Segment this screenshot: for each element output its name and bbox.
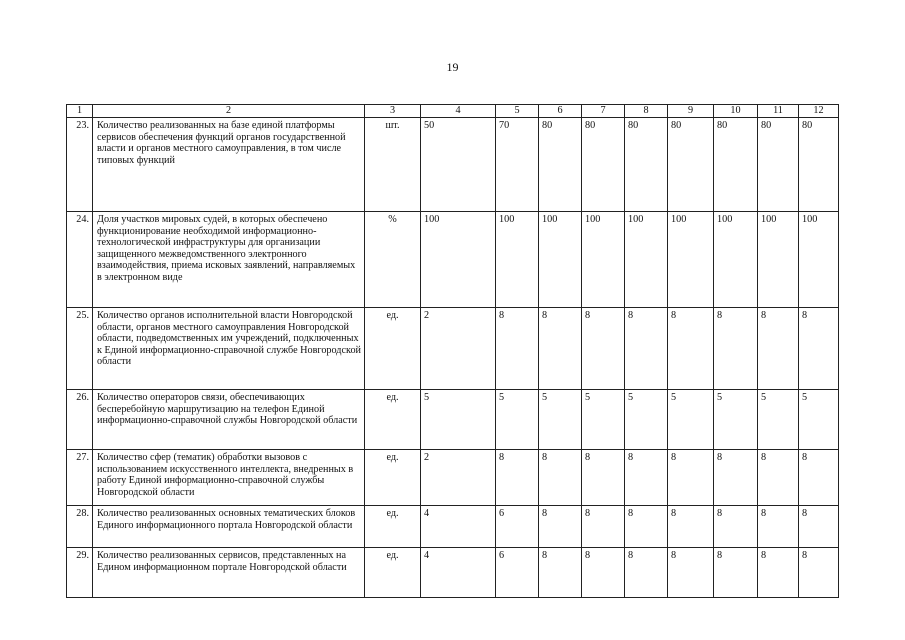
indicator-value: 8 <box>758 450 799 506</box>
indicator-value: 100 <box>496 212 539 308</box>
indicator-value: 8 <box>582 506 625 548</box>
page-number: 19 <box>446 60 459 74</box>
indicator-value: 80 <box>668 118 714 212</box>
indicator-value: 5 <box>758 390 799 450</box>
row-number: 24. <box>67 212 93 308</box>
indicator-value: 8 <box>799 506 839 548</box>
indicator-value: 8 <box>496 450 539 506</box>
indicator-value: 80 <box>758 118 799 212</box>
indicator-value: 100 <box>714 212 758 308</box>
indicator-name: Количество операторов связи, обеспечивающих бесперебойную маршрутизацию на телефон Единой информационно-справочной службы Новгородской области <box>93 390 365 450</box>
column-header-12: 12 <box>799 105 839 118</box>
indicator-value: 2 <box>421 450 496 506</box>
table-row <box>67 548 839 598</box>
unit-of-measure: ед. <box>365 450 421 506</box>
table-row <box>67 450 839 506</box>
indicator-value: 8 <box>758 506 799 548</box>
indicator-value: 2 <box>421 308 496 390</box>
unit-of-measure: ед. <box>365 548 421 598</box>
row-number: 29. <box>67 548 93 598</box>
row-number: 27. <box>67 450 93 506</box>
indicator-value: 80 <box>539 118 582 212</box>
table-row <box>67 308 839 390</box>
indicator-value: 5 <box>421 390 496 450</box>
indicator-value: 80 <box>582 118 625 212</box>
table-row <box>67 118 839 212</box>
indicator-value: 8 <box>582 450 625 506</box>
indicator-value: 8 <box>625 506 668 548</box>
indicator-value: 8 <box>714 506 758 548</box>
indicator-name: Количество реализованных основных тематических блоков Единого информационного портала Новгородской области <box>93 506 365 548</box>
unit-of-measure: шт. <box>365 118 421 212</box>
row-number: 25. <box>67 308 93 390</box>
unit-of-measure: % <box>365 212 421 308</box>
indicator-value: 8 <box>799 308 839 390</box>
indicator-value: 4 <box>421 506 496 548</box>
column-header-1: 1 <box>67 105 93 118</box>
column-header-6: 6 <box>539 105 582 118</box>
indicator-value: 100 <box>625 212 668 308</box>
indicator-value: 100 <box>582 212 625 308</box>
column-header-2: 2 <box>93 105 365 118</box>
column-header-7: 7 <box>582 105 625 118</box>
indicator-name: Количество органов исполнительной власти Новгородской области, органов местного самоуправления Новгородской области, подведомственных им учреждений, подключенных к Единой информационно-справочной службе Новгородской области <box>93 308 365 390</box>
row-number: 26. <box>67 390 93 450</box>
table-row <box>67 390 839 450</box>
indicator-name: Доля участков мировых судей, в которых обеспечено функционирование необходимой информационно-технологической инфраструктуры для организации защищенного межведомственного электронного взаимодействия, приема исковых заявлений, направляемых в электронном виде <box>93 212 365 308</box>
indicator-value: 100 <box>421 212 496 308</box>
indicator-value: 8 <box>539 308 582 390</box>
table-row <box>67 506 839 548</box>
column-header-4: 4 <box>421 105 496 118</box>
indicator-value: 80 <box>625 118 668 212</box>
indicator-value: 8 <box>668 506 714 548</box>
indicator-value: 8 <box>539 548 582 598</box>
row-number: 28. <box>67 506 93 548</box>
indicators-table <box>66 104 839 598</box>
column-header-11: 11 <box>758 105 799 118</box>
indicator-value: 8 <box>582 548 625 598</box>
indicator-value: 100 <box>799 212 839 308</box>
header-row <box>67 105 839 118</box>
indicator-value: 8 <box>758 308 799 390</box>
row-number: 23. <box>67 118 93 212</box>
indicator-value: 8 <box>625 450 668 506</box>
column-header-10: 10 <box>714 105 758 118</box>
indicator-value: 8 <box>496 308 539 390</box>
column-header-8: 8 <box>625 105 668 118</box>
column-header-5: 5 <box>496 105 539 118</box>
indicator-value: 8 <box>714 548 758 598</box>
indicator-value: 5 <box>582 390 625 450</box>
table-row <box>67 212 839 308</box>
indicator-value: 5 <box>668 390 714 450</box>
indicator-value: 6 <box>496 506 539 548</box>
indicator-value: 8 <box>668 548 714 598</box>
indicator-value: 8 <box>625 548 668 598</box>
column-header-3: 3 <box>365 105 421 118</box>
unit-of-measure: ед. <box>365 506 421 548</box>
indicator-value: 80 <box>714 118 758 212</box>
indicator-value: 5 <box>625 390 668 450</box>
indicator-value: 8 <box>758 548 799 598</box>
indicator-value: 8 <box>625 308 668 390</box>
indicator-value: 8 <box>582 308 625 390</box>
indicator-name: Количество реализованных на базе единой платформы сервисов обеспечения функций органов государственной власти и органов местного самоуправления, в том числе типовых функций <box>93 118 365 212</box>
indicator-value: 8 <box>539 506 582 548</box>
indicator-value: 70 <box>496 118 539 212</box>
indicator-value: 50 <box>421 118 496 212</box>
unit-of-measure: ед. <box>365 308 421 390</box>
indicator-value: 8 <box>799 450 839 506</box>
indicator-value: 5 <box>714 390 758 450</box>
indicator-value: 6 <box>496 548 539 598</box>
indicator-value: 8 <box>539 450 582 506</box>
indicator-value: 4 <box>421 548 496 598</box>
indicator-value: 5 <box>539 390 582 450</box>
indicator-value: 80 <box>799 118 839 212</box>
indicator-value: 5 <box>799 390 839 450</box>
indicator-value: 8 <box>714 450 758 506</box>
indicator-value: 5 <box>496 390 539 450</box>
column-header-9: 9 <box>668 105 714 118</box>
indicator-value: 100 <box>539 212 582 308</box>
indicator-value: 100 <box>758 212 799 308</box>
indicator-value: 8 <box>714 308 758 390</box>
indicator-value: 8 <box>668 308 714 390</box>
unit-of-measure: ед. <box>365 390 421 450</box>
indicator-value: 100 <box>668 212 714 308</box>
indicator-value: 8 <box>799 548 839 598</box>
indicator-value: 8 <box>668 450 714 506</box>
indicator-name: Количество реализованных сервисов, представленных на Едином информационном портале Новгородской области <box>93 548 365 598</box>
indicator-name: Количество сфер (тематик) обработки вызовов с использованием искусственного интеллекта, внедренных в работу Единой информационно-справочной службы Новгородской области <box>93 450 365 506</box>
